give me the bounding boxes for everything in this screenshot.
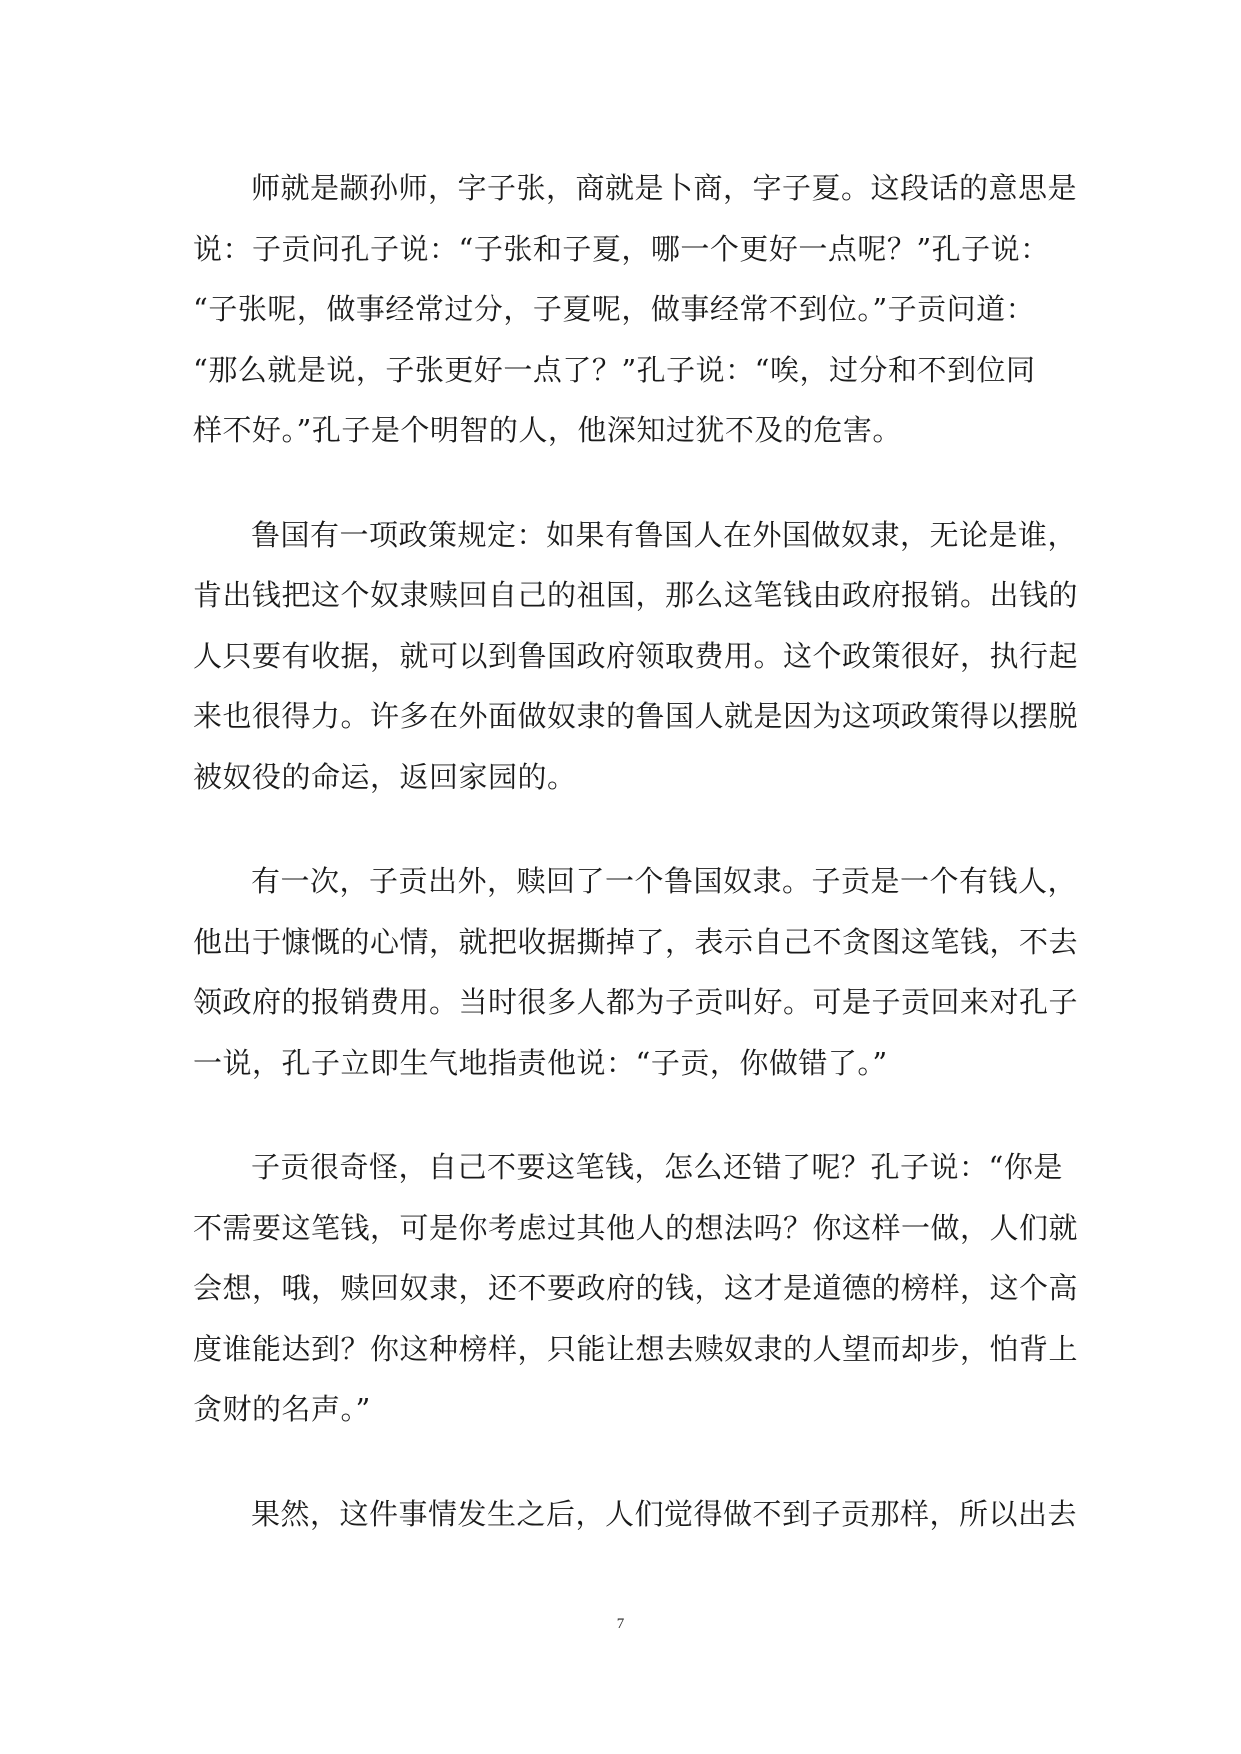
text-line: 被奴役的命运，返回家园的。	[193, 759, 577, 794]
text-line: 子贡很奇怪，自己不要这笔钱，怎么还错了呢？孔子说：“你是	[251, 1150, 1063, 1184]
text-line: 肯出钱把这个奴隶赎回自己的祖国，那么这笔钱由政府报销。出钱的	[193, 578, 1079, 612]
text-line: 他出于慷慨的心情，就把收据撕掉了，表示自己不贪图这笔钱，不去	[193, 924, 1079, 959]
text-line: 有一次，子贡出外，赎回了一个鲁国奴隶。子贡是一个有钱人，	[251, 864, 1078, 898]
text-line: 来也很得力。许多在外面做奴隶的鲁国人就是因为这项政策得以摆脱	[193, 699, 1079, 733]
page-number: 7	[616, 1616, 625, 1632]
text-line: 鲁国有一项政策规定：如果有鲁国人在外国做奴隶，无论是谁，	[251, 517, 1078, 552]
text-line: 贪财的名声。”	[193, 1392, 371, 1426]
text-line: 领政府的报销费用。当时很多人都为子贡叫好。可是子贡回来对孔子	[193, 985, 1079, 1019]
paragraph	[193, 1484, 1078, 1545]
text-line: 不需要这笔钱，可是你考虑过其他人的想法吗？你这样一做，人们就	[193, 1210, 1079, 1245]
paragraph	[193, 158, 1078, 461]
text-line: 师就是颛孙师，字子张，商就是卜商，字子夏。这段话的意思是	[251, 171, 1078, 205]
paragraph	[193, 851, 1079, 1093]
text-line: 会想，哦，赎回奴隶，还不要政府的钱，这才是道德的榜样，这个高	[193, 1271, 1079, 1305]
text-line: 人只要有收据，就可以到鲁国政府领取费用。这个政策很好，执行起	[193, 638, 1079, 673]
text-line: 一说，孔子立即生气地指责他说：“子贡，你做错了。”	[193, 1045, 888, 1080]
text-line: 样不好。”孔子是个明智的人，他深知过犹不及的危害。	[193, 413, 902, 447]
body-text	[193, 158, 1079, 1588]
paragraph	[193, 1137, 1079, 1440]
paragraph	[193, 505, 1079, 808]
text-line: 果然，这件事情发生之后，人们觉得做不到子贡那样，所以出去	[251, 1496, 1078, 1531]
text-line: 度谁能达到？你这种榜样，只能让想去赎奴隶的人望而却步，怕背上	[193, 1331, 1079, 1366]
text-line: 说：子贡问孔子说：“子张和子夏，哪一个更好一点呢？”孔子说：	[193, 231, 1050, 266]
text-line: “子张呢，做事经常过分，子夏呢，做事经常不到位。”子贡问道：	[193, 292, 1036, 326]
text-line: “那么就是说，子张更好一点了？”孔子说：“唉，过分和不到位同	[193, 352, 1036, 387]
